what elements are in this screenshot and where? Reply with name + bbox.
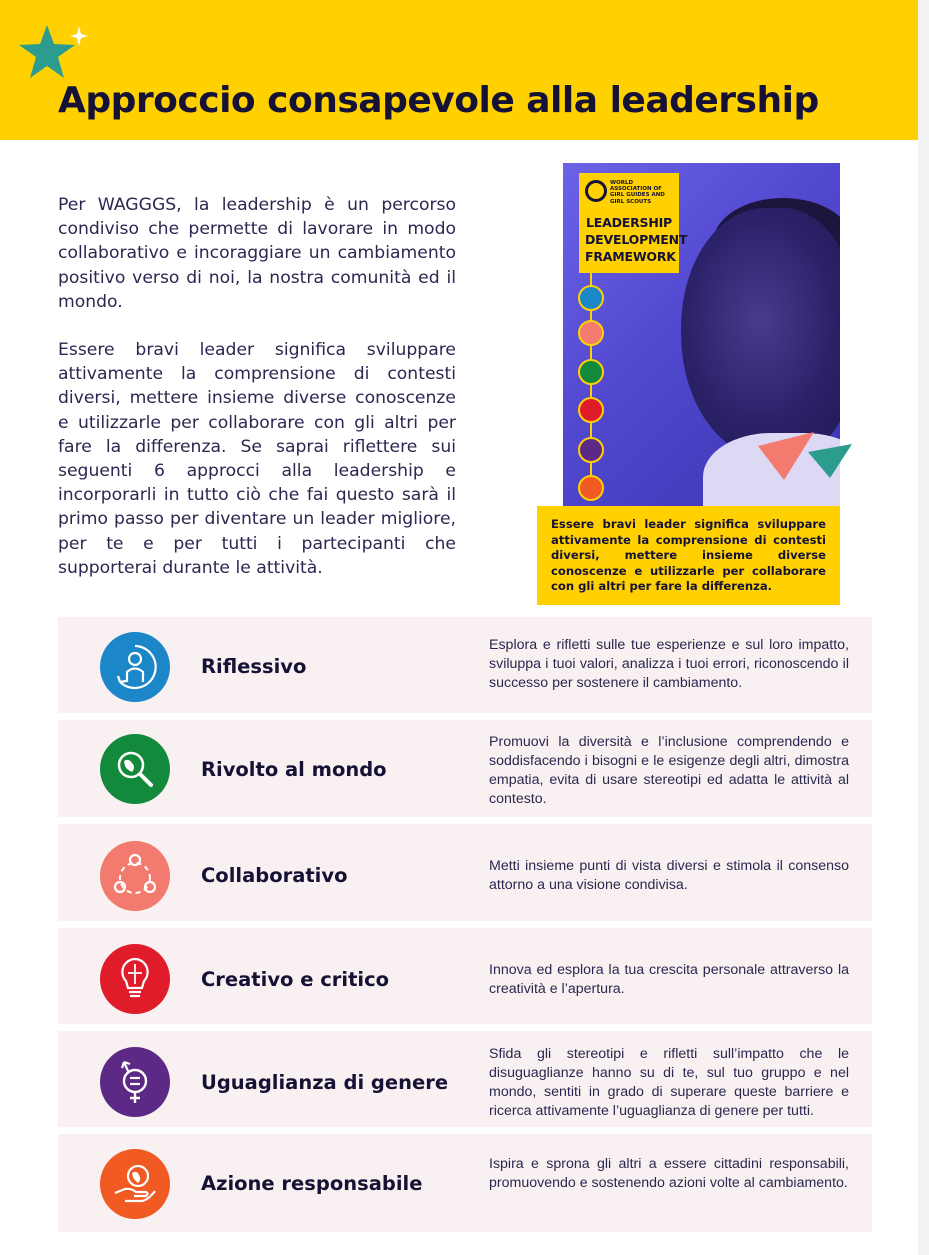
poster-framework-title: LEADERSHIP DEVELOPMENT FRAMEWORK [585, 214, 688, 264]
poster-lightbulb-icon [578, 397, 604, 423]
approach-name: Rivolto al mondo [201, 758, 387, 781]
poster-globe-icon [578, 359, 604, 385]
globe-magnifier-icon [100, 734, 170, 804]
approach-name: Creativo e critico [201, 968, 390, 991]
poster-gender-icon [578, 437, 604, 463]
star-icon [18, 24, 76, 80]
hand-globe-icon [100, 1149, 170, 1219]
triangle-decoration-icon [808, 442, 852, 480]
approach-description: Esplora e rifletti sulle tue esperienze e sul loro impatto, sviluppa i tuoi valori, analizza i tuoi errori, riconoscendo il successo per sostenere il cambiamento. [489, 637, 849, 691]
lightbulb-puzzle-icon [100, 944, 170, 1014]
approach-description: Ispira e sprona gli altri a essere cittadini responsabili, promuovendo e sostenendo azioni volte al cambiamento. [489, 1156, 849, 1191]
approach-card-action [58, 1134, 872, 1232]
approach-name: Riflessivo [201, 655, 307, 678]
approach-card-gender [58, 1031, 872, 1127]
poster-photo-face [681, 208, 840, 458]
poster-reflective-icon [578, 285, 604, 311]
approach-card-reflective [58, 617, 872, 713]
approaches-list [58, 617, 872, 1239]
approach-description: Sfida gli stereotipi e rifletti sull’impatto che le disuguaglianze hanno su di te, sul tuo gruppo e nel mondo, sentiti in grado di superare queste barriere e ricerca attivamente l’uguaglianza di genere per tutti. [489, 1046, 849, 1119]
poster-hand-icon [578, 475, 604, 501]
poster-org-name: WORLD ASSOCIATION OF GIRL GUIDES AND GIRL SCOUTS [610, 180, 665, 205]
approach-name: Collaborativo [201, 864, 348, 887]
approach-description: Metti insieme punti di vista diversi e stimola il consenso attorno a una visione condivisa. [489, 858, 849, 893]
approach-card-collaborative [58, 824, 872, 921]
approach-description: Promuovi la diversità e l’inclusione comprendendo e soddisfacendo i bisogni e le esigenze degli altri, dimostra empatia, evita di usare stereotipi ed adatta le attività al contesto. [489, 734, 849, 807]
intro-paragraph-2: Essere bravi leader significa sviluppare attivamente la comprensione di contesti diversi, mettere insieme diverse conoscenze e utilizzarle per collaborare con gli altri per fare la differenza. Se saprai riflettere sui seguenti 6 approcci alla leadership e incorporarli in tutto ciò che fai questo sarà il primo passo per diventare un leader migliore, per te e per tutti i partecipanti che supporterai durante le attività. [58, 340, 456, 578]
page-edge [918, 0, 929, 1255]
triangle-decoration-icon [756, 432, 816, 482]
poster-quote: Essere bravi leader significa sviluppare attivamente la comprensione di contesti diversi, mettere insieme diverse conoscenze e utilizzarle per collaborare con gli altri per fare la differenza. [537, 506, 840, 605]
gender-equality-icon [100, 1047, 170, 1117]
reflective-person-icon [100, 632, 170, 702]
approach-description: Innova ed esplora la tua crescita personale attraverso la creatività e l’apertura. [489, 962, 849, 997]
approach-card-world [58, 720, 872, 817]
intro-paragraph-1: Per WAGGGS, la leadership è un percorso condiviso che permette di lavorare in modo collaborativo e incoraggiare un cambiamento positivo verso di noi, la nostra comunità ed il mondo. [58, 195, 456, 312]
sparkle-icon [70, 26, 88, 46]
approach-card-creative [58, 928, 872, 1024]
poster-collaborative-icon [578, 320, 604, 346]
approach-name: Azione responsabile [201, 1172, 423, 1195]
trefoil-logo-icon [585, 180, 607, 202]
page-title: Approccio consapevole alla leadership [58, 80, 819, 121]
poster-logo-box [579, 173, 688, 273]
approach-name: Uguaglianza di genere [201, 1071, 449, 1094]
people-circle-icon [100, 841, 170, 911]
